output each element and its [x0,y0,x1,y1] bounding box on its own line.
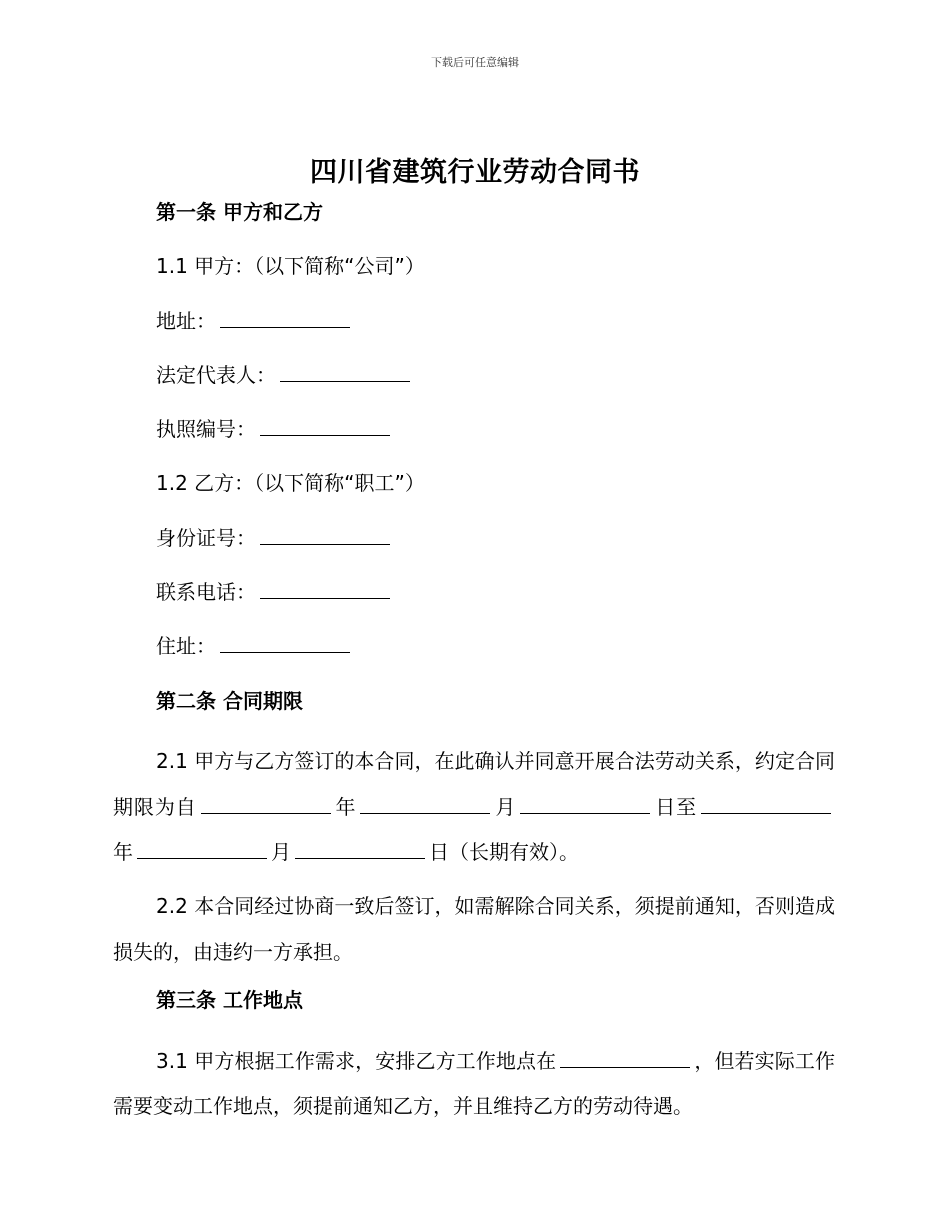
start-month-blank[interactable] [360,812,490,814]
article-2-heading: 第二条 合同期限 [156,688,303,713]
license-label: 执照编号： [156,417,256,442]
end-year-label: 年 [113,840,133,865]
party-a-label: 1.1 甲方：（以下简称“公司”） [156,254,425,279]
party-b-line [113,467,835,521]
term-sentence: 2.1 甲方与乙方签订的本合同，在此确认并同意开展合法劳动关系，约定合同期限为自 [113,748,835,819]
article-1-heading: 第一条 甲方和乙方 [156,200,323,224]
phone-line [113,576,835,630]
end-year-blank[interactable] [701,812,831,814]
legal-rep-blank[interactable] [280,380,410,382]
document-body [113,196,835,1138]
license-blank[interactable] [260,434,390,436]
legal-rep-line [113,359,835,413]
end-day-label: 日（长期有效）。 [429,840,579,865]
end-day-blank[interactable] [295,857,425,859]
article-3-heading: 第三条 工作地点 [156,988,303,1013]
workplace-sentence-end: ，但若实际工作需要变动工作地点，须提前通知乙方，并且维持乙方的劳动待遇。 [113,1048,835,1119]
header-note: 下载后可任意编辑 [431,56,519,69]
end-month-label: 月 [271,840,291,865]
start-day-label: 日至 [654,794,698,819]
article-2-paragraph-1 [113,739,835,876]
residence-line [113,630,835,684]
address-line [113,305,835,359]
phone-blank[interactable] [260,597,390,599]
license-line [113,413,835,467]
party-a-line [113,250,835,304]
id-line [113,522,835,576]
address-label: 地址： [156,308,216,333]
residence-blank[interactable] [220,651,350,653]
phone-label: 联系电话： [156,580,256,605]
workplace-blank[interactable] [560,1066,690,1068]
address-blank[interactable] [220,326,350,328]
article-2-paragraph-2: 2.2 本合同经过协商一致后签订，如需解除合同关系，须提前通知，否则造成损失的，由违约一方承担。 [113,894,835,965]
start-year-label: 年 [334,794,357,819]
start-day-blank[interactable] [520,812,650,814]
start-year-blank[interactable] [201,812,331,814]
id-blank[interactable] [260,543,390,545]
start-month-label: 月 [494,794,517,819]
workplace-sentence: 3.1 甲方根据工作需求，安排乙方工作地点在 [156,1048,557,1073]
article-3-paragraph-1 [113,1039,835,1130]
residence-label: 住址： [156,634,216,659]
party-b-label: 1.2 乙方：（以下简称“职工”） [156,471,425,496]
document-title: 四川省建筑行业劳动合同书 [310,157,640,188]
legal-rep-label: 法定代表人： [156,362,276,387]
id-label: 身份证号： [156,525,256,550]
end-month-blank[interactable] [137,857,267,859]
